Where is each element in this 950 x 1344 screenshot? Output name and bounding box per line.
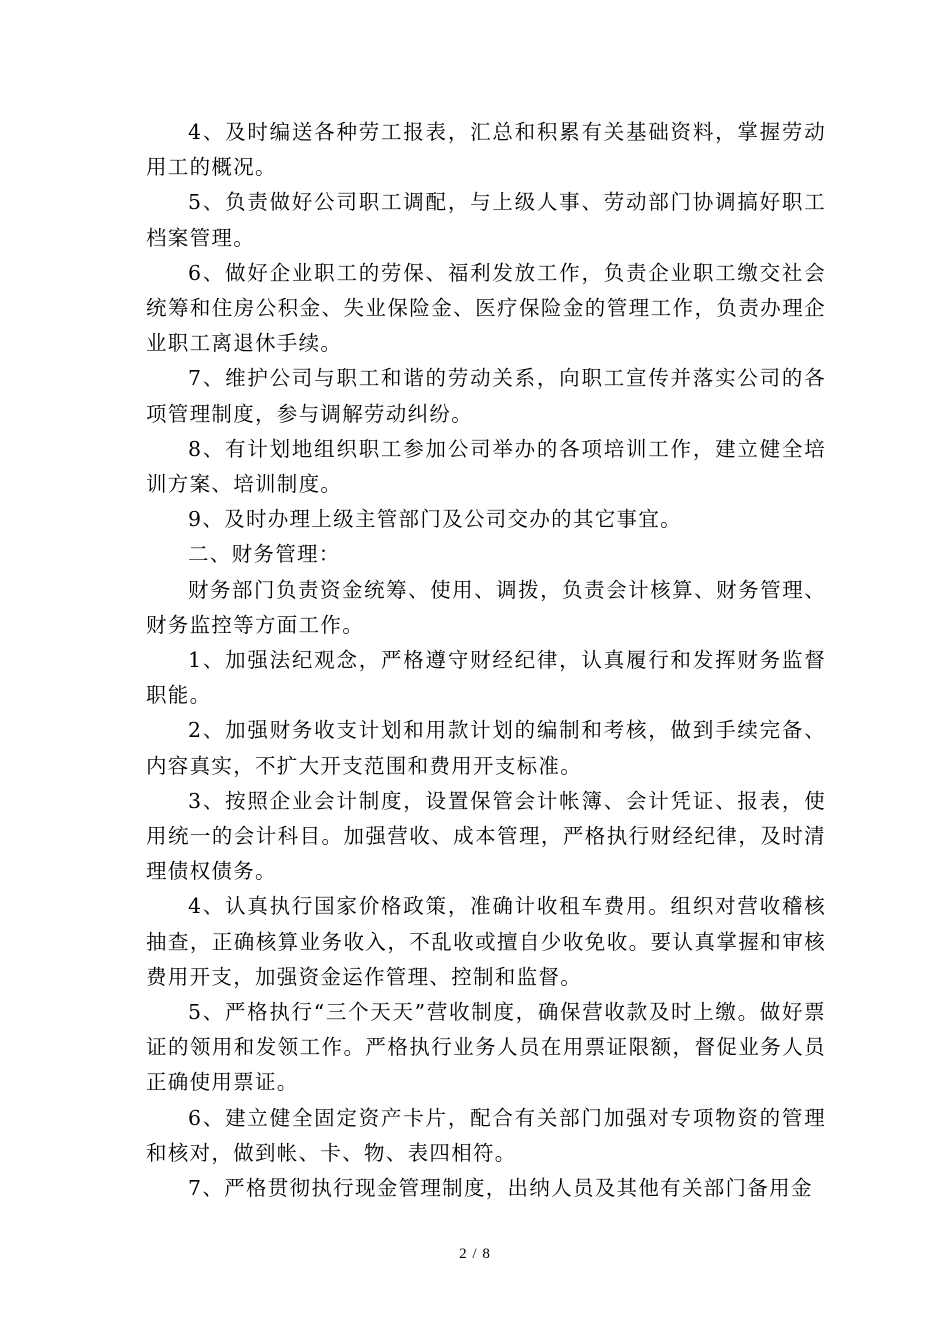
paragraph-finance-item-4: 4、认真执行国家价格政策，准确计收租车费用。组织对营收稽核抽查，正确核算业务收入，不乱收或擅自少收免收。要认真掌握和审核费用开支，加强资金运作管理、控制和监督。	[146, 894, 826, 989]
page-number: 2 / 8	[459, 1246, 491, 1262]
paragraph-finance-item-5: 5、严格执行“三个天天”营收制度，确保营收款及时上缴。做好票证的领用和发领工作。严格执行业务人员在用票证限额，督促业务人员正确使用票证。	[146, 1000, 826, 1095]
document-body	[146, 115, 826, 1206]
paragraph-finance-intro: 财务部门负责资金统筹、使用、调拨，负责会计核算、财务管理、财务监控等方面工作。	[146, 577, 826, 637]
paragraph-finance-item-6: 6、建立健全固定资产卡片，配合有关部门加强对专项物资的管理和核对，做到帐、卡、物、表四相符。	[146, 1105, 826, 1165]
paragraph-hr-item-4: 4、及时编送各种劳工报表，汇总和积累有关基础资料，掌握劳动用工的概况。	[146, 120, 826, 180]
paragraph-hr-item-6: 6、做好企业职工的劳保、福利发放工作，负责企业职工缴交社会统筹和住房公积金、失业保险金、医疗保险金的管理工作，负责办理企业职工离退休手续。	[146, 260, 826, 356]
paragraph-finance-item-7: 7、严格贯彻执行现金管理制度，出纳人员及其他有关部门备用金	[188, 1176, 813, 1201]
paragraph-finance-item-1: 1、加强法纪观念，严格遵守财经纪律，认真履行和发挥财务监督职能。	[146, 648, 826, 708]
paragraph-hr-item-9: 9、及时办理上级主管部门及公司交办的其它事宜。	[188, 507, 682, 532]
paragraph-hr-item-5: 5、负责做好公司职工调配，与上级人事、劳动部门协调搞好职工档案管理。	[146, 190, 826, 250]
paragraph-finance-item-2: 2、加强财务收支计划和用款计划的编制和考核，做到手续完备、内容真实，不扩大开支范围和费用开支标准。	[146, 718, 826, 778]
paragraph-hr-item-7: 7、维护公司与职工和谐的劳动关系，向职工宣传并落实公司的各项管理制度，参与调解劳动纠纷。	[146, 366, 826, 426]
section-heading-finance: 二、财务管理：	[188, 542, 341, 567]
paragraph-finance-item-3: 3、按照企业会计制度，设置保管会计帐簿、会计凭证、报表，使用统一的会计科目。加强营收、成本管理，严格执行财经纪律，及时清理债权债务。	[146, 788, 826, 884]
paragraph-hr-item-8: 8、有计划地组织职工参加公司举办的各项培训工作，建立健全培训方案、培训制度。	[146, 436, 826, 497]
